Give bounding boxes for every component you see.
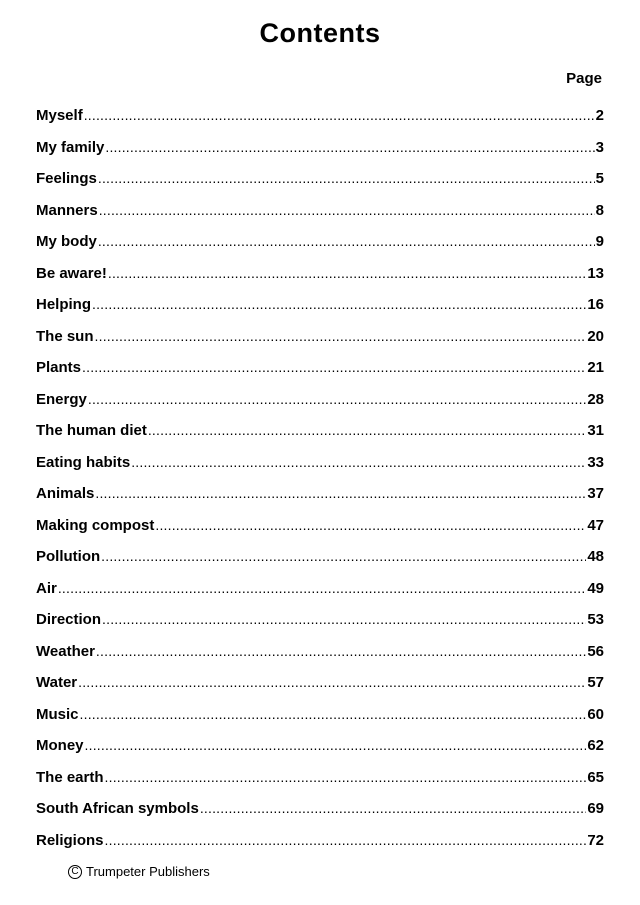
copyright-footer [68,864,210,879]
toc-entry-page: 16 [587,296,604,313]
toc-entry-label: Air [36,579,57,597]
toc-entry-page: 28 [587,390,604,408]
toc-entry [36,674,604,706]
toc-entry-label: Eating habits [36,453,131,471]
toc-entry-page: 21 [587,359,604,376]
dot-leader [85,737,587,753]
dot-leader [58,580,586,596]
dot-leader [105,769,587,785]
toc-entry [36,800,604,832]
page-column-header: Page [566,70,602,87]
toc-entry-label: The sun [36,327,94,345]
publisher-name: Trumpeter Publishers [86,864,210,879]
toc-entry [36,139,604,171]
toc-entry [36,107,604,139]
toc-entry-page: 5 [595,170,604,187]
toc-entry-label: Helping [36,296,91,313]
toc-entry-page: 62 [587,737,604,754]
toc-entry-label: South African symbols [36,800,199,817]
toc-entry-label: The human diet [36,422,147,439]
toc-entry-label: Direction [36,611,102,628]
toc-entry-page: 2 [595,107,604,124]
toc-entry [36,233,604,265]
toc-entry-label: My family [36,138,105,156]
toc-entry-page: 33 [587,453,604,471]
toc-entry-label: Feelings [36,170,97,187]
toc-entry [36,454,604,486]
dot-leader [200,800,587,816]
toc-entry-page: 9 [595,233,604,250]
toc-entry-page: 37 [587,485,604,502]
toc-entry-page: 56 [587,642,604,660]
toc-entry [36,359,604,391]
toc-entry [36,296,604,328]
dot-leader [108,265,586,281]
toc-entry-page: 53 [587,611,604,628]
toc-entry-label: Music [36,705,79,723]
dot-leader [148,422,586,438]
toc-entry-label: Be aware! [36,264,107,282]
toc-entry-label: Weather [36,642,95,660]
toc-entry [36,548,604,580]
toc-entry-label: Myself [36,107,83,124]
dot-leader [95,328,587,344]
toc-entry-page: 69 [587,800,604,817]
dot-leader [131,454,586,470]
page-title: Contents [259,18,381,48]
dot-leader [105,832,587,848]
toc-entry-label: Plants [36,359,82,376]
toc-entry-page: 47 [587,516,604,534]
toc-entry [36,643,604,675]
toc-entry-label: Making compost [36,516,155,534]
toc-entry-label: The earth [36,768,104,786]
dot-leader [99,202,595,218]
toc-entry [36,832,604,864]
toc-entry [36,328,604,360]
dot-leader [84,107,595,123]
dot-leader [80,706,587,722]
dot-leader [101,548,586,564]
toc-entry-page: 57 [587,674,604,691]
toc-entry-label: Religions [36,831,104,849]
toc-entry-label: My body [36,233,97,250]
toc-entry-label: Pollution [36,548,101,565]
dot-leader [98,233,595,249]
toc-entry-label: Manners [36,201,98,219]
dot-leader [92,296,586,312]
toc-entry-page: 3 [595,138,604,156]
toc-entry-page: 65 [587,768,604,786]
toc-entry [36,517,604,549]
toc-entry [36,485,604,517]
toc-entry [36,769,604,801]
dot-leader [98,170,595,186]
toc-entry-page: 8 [595,201,604,219]
dot-leader [82,359,586,375]
toc-entry-label: Energy [36,390,87,408]
toc-entry [36,611,604,643]
dot-leader [88,391,586,407]
toc-entry-page: 49 [587,579,604,597]
dot-leader [102,611,586,627]
toc-entry [36,170,604,202]
dot-leader [105,139,594,155]
copyright-icon: C [68,865,82,879]
toc-entry-label: Water [36,674,78,691]
toc-entry [36,580,604,612]
toc-entry [36,706,604,738]
toc-entry [36,265,604,297]
toc-entry-page: 31 [587,422,604,439]
table-of-contents [36,107,604,863]
toc-entry-page: 48 [587,548,604,565]
dot-leader [155,517,586,533]
toc-entry-label: Money [36,737,84,754]
toc-entry-label: Animals [36,485,95,502]
toc-entry-page: 72 [587,831,604,849]
toc-entry [36,422,604,454]
toc-entry-page: 20 [587,327,604,345]
toc-entry-page: 13 [587,264,604,282]
dot-leader [96,643,586,659]
toc-entry [36,737,604,769]
dot-leader [95,485,586,501]
toc-entry [36,391,604,423]
dot-leader [78,674,586,690]
toc-entry-page: 60 [587,705,604,723]
toc-entry [36,202,604,234]
